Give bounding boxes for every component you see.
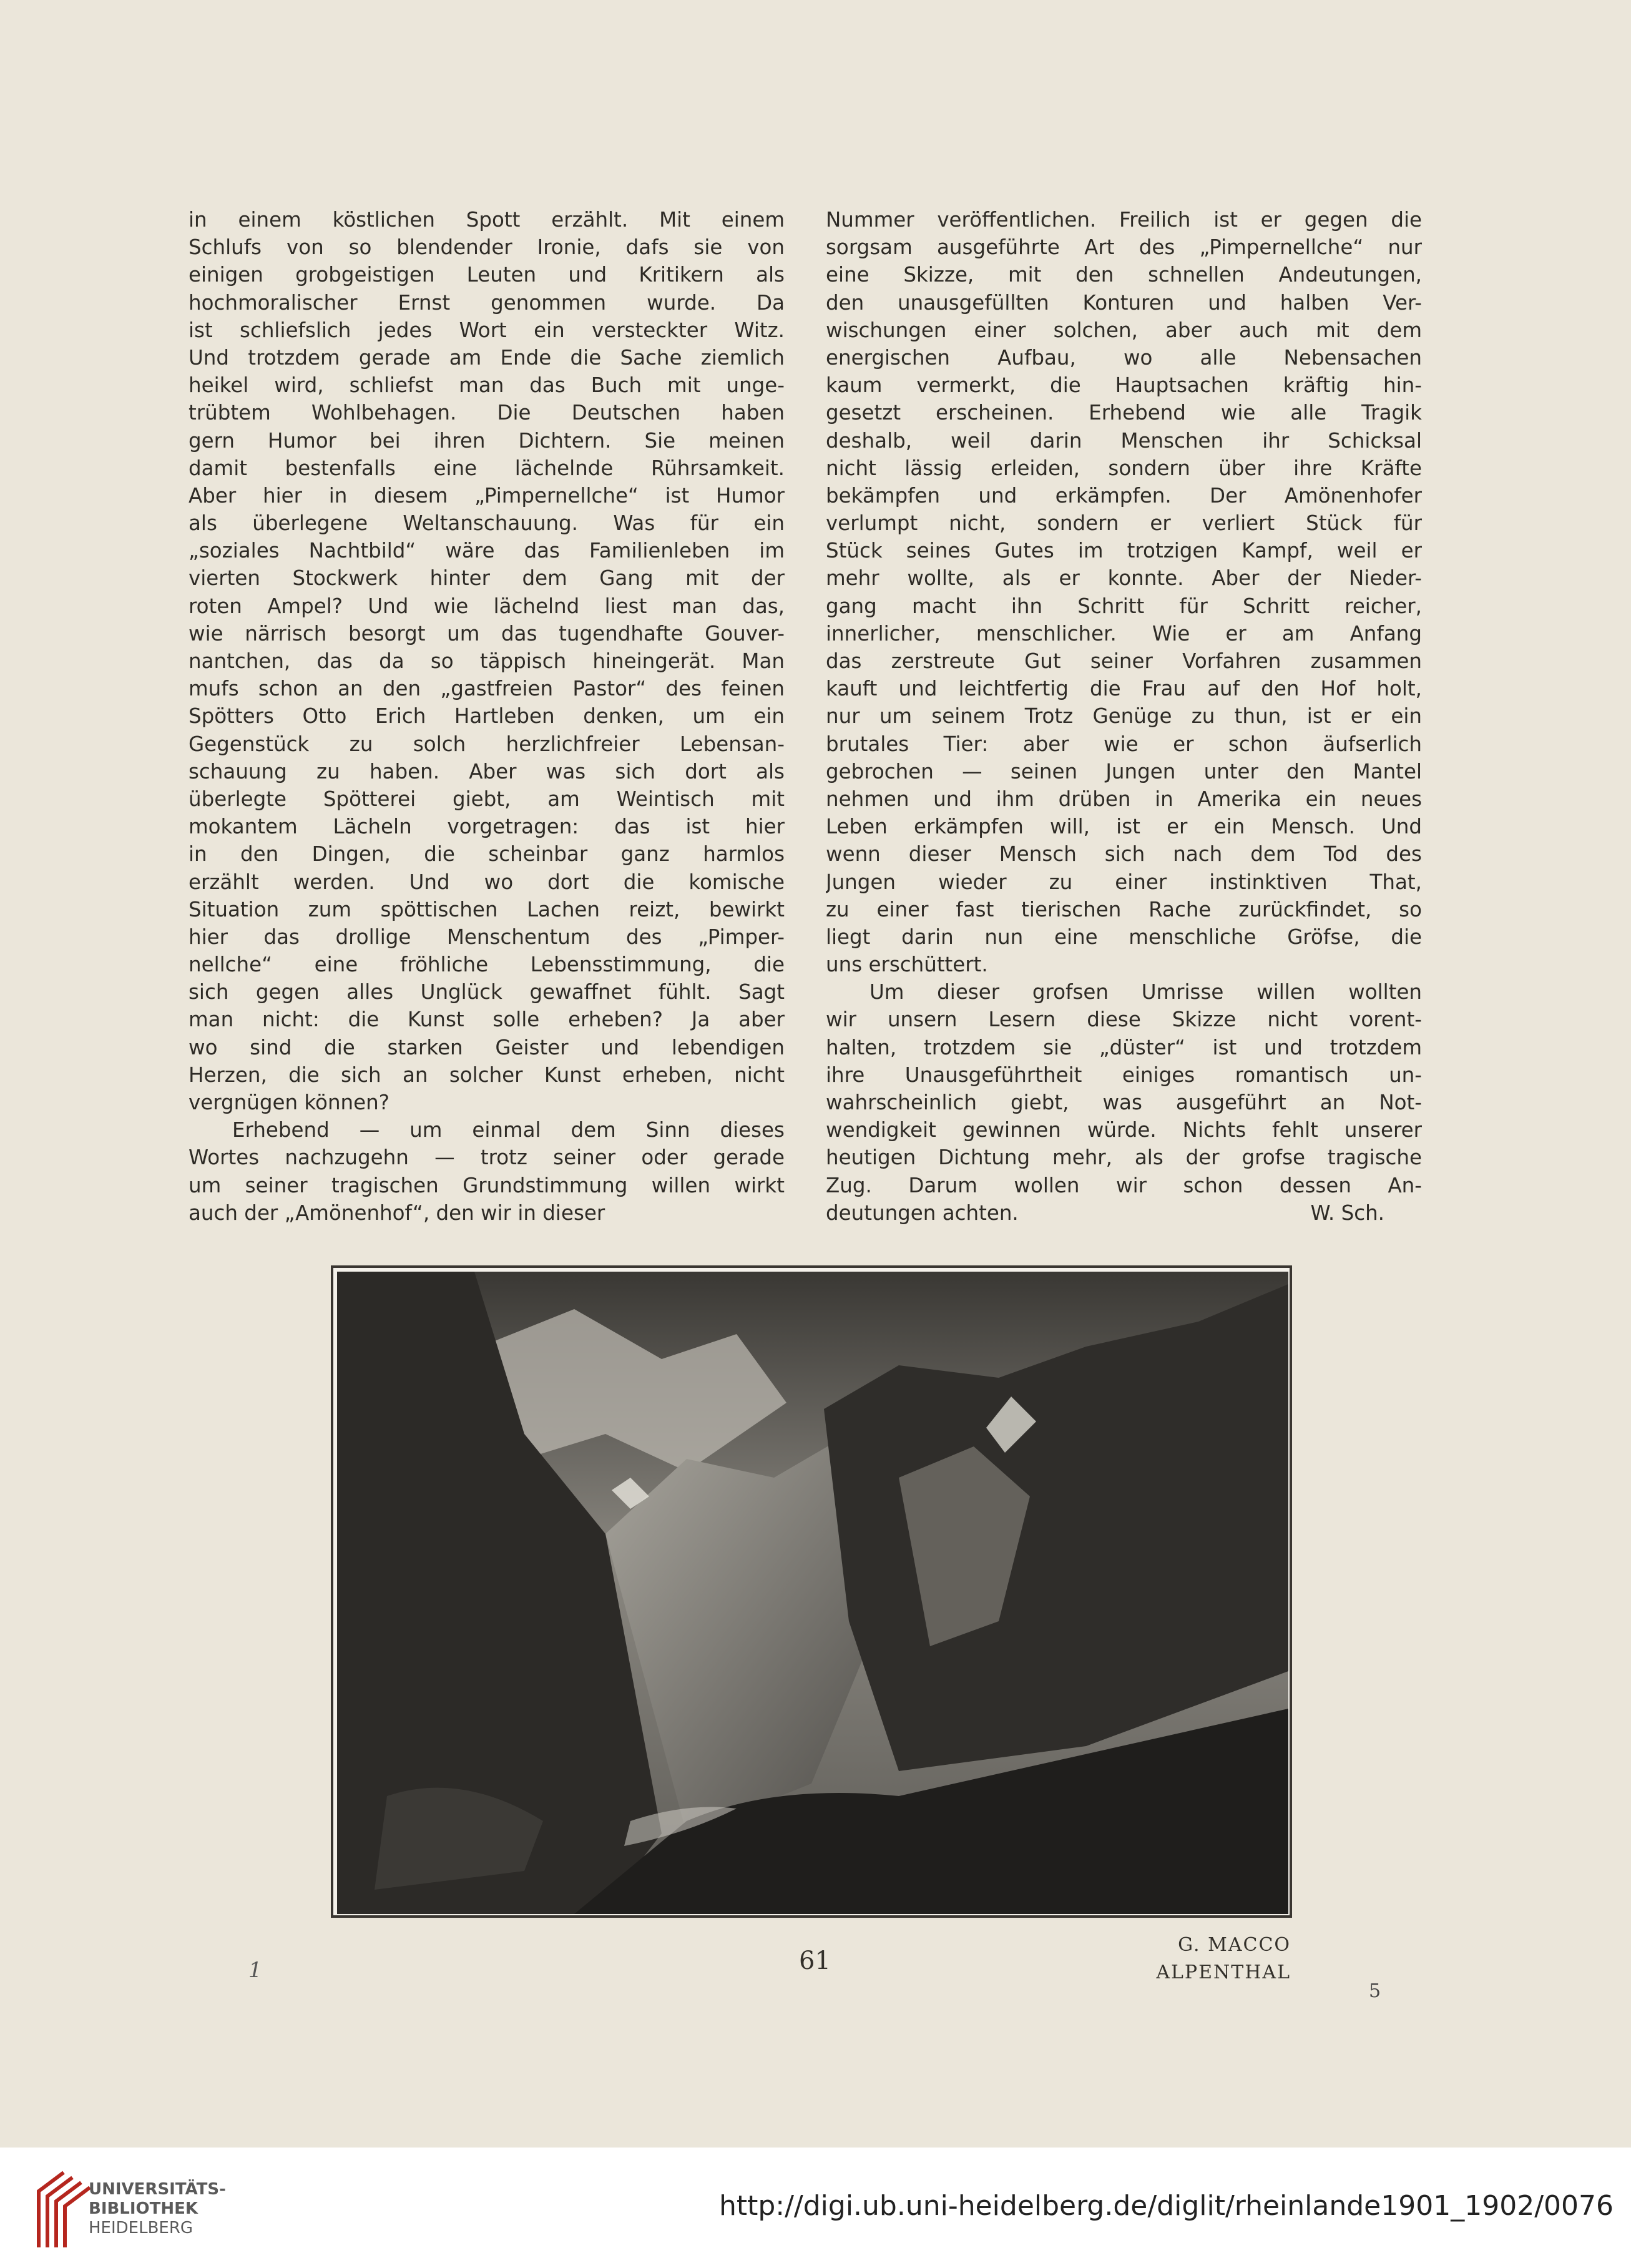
text-line: erzählt werden. Und wo dort die komische: [189, 870, 785, 894]
text-line: um seiner tragischen Grundstimmung willen wirkt: [189, 1173, 785, 1197]
text-line: hier das drollige Menschentum des „Pimper-: [189, 925, 785, 949]
text-line: mokantem Lächeln vorgetragen: das ist hier: [189, 815, 785, 839]
text-line: das zerstreute Gut seiner Vorfahren zusammen: [826, 649, 1422, 673]
text-line: „soziales Nachtbild“ wäre das Familienleben im: [189, 539, 785, 563]
text-line: Leben erkämpfen will, ist er ein Mensch. Und: [826, 815, 1422, 839]
text-line: gebrochen — seinen Jungen unter den Mantel: [826, 759, 1422, 783]
plate-artist: G. MACCO: [1178, 1934, 1291, 1956]
text-line: wendigkeit gewinnen würde. Nichts fehlt unserer: [826, 1118, 1422, 1142]
text-column-right: [826, 206, 1422, 1227]
text-line: energischen Aufbau, wo alle Nebensachen: [826, 345, 1422, 370]
text-line: heikel wird, schliefst man das Buch mit unge-: [189, 373, 785, 398]
text-line: eine Skizze, mit den schnellen Andeutungen,: [826, 263, 1422, 287]
text-line: vergnügen können?: [189, 1091, 389, 1114]
text-line: nehmen und ihm drüben in Amerika ein neues: [826, 787, 1422, 811]
text-line: kauft und leichtfertig die Frau auf den Hof holt,: [826, 677, 1422, 701]
text-line: zu einer fast tierischen Rache zurückfindet, so: [826, 897, 1422, 921]
text-line: ihre Unausgeführtheit einiges romantisch un-: [826, 1063, 1422, 1087]
text-line: halten, trotzdem sie „düster“ ist und trotzdem: [826, 1035, 1422, 1059]
alpine-valley-painting: [337, 1272, 1288, 1914]
permalink-url[interactable]: http://digi.ub.uni-heidelberg.de/diglit/rheinlande1901_1902/0076: [718, 2190, 1614, 2222]
text-line: als überlegene Weltanschauung. Was für ein: [189, 511, 785, 536]
text-line: man nicht: die Kunst solle erheben? Ja aber: [189, 1008, 785, 1032]
text-line: Schlufs von so blendender Ironie, dafs sie von: [189, 235, 785, 260]
text-line: deshalb, weil darin Menschen ihr Schicksal: [826, 428, 1422, 453]
text-line: Zug. Darum wollen wir schon dessen An-: [826, 1173, 1422, 1197]
text-line: nur um seinem Trotz Genüge zu thun, ist er ein: [826, 704, 1422, 729]
printer-signature-left: 1: [248, 1958, 262, 1983]
text-line: Jungen wieder zu einer instinktiven That,: [826, 870, 1422, 894]
text-line: Aber hier in diesem „Pimpernellche“ ist Humor: [189, 483, 785, 508]
text-column-left: [189, 206, 785, 1227]
text-line: wischungen einer solchen, aber auch mit dem: [826, 318, 1422, 342]
library-footer: [0, 2148, 1631, 2268]
plate-title: ALPENTHAL: [1156, 1961, 1291, 1983]
text-line: Erhebend — um einmal dem Sinn dieses: [232, 1118, 785, 1142]
text-line: schauung zu haben. Aber was sich dort als: [189, 759, 785, 783]
text-line: mehr wollte, als er konnte. Aber der Nieder-: [826, 566, 1422, 591]
text-line: vierten Stockwerk hinter dem Gang mit der: [189, 566, 785, 591]
page-number: 61: [799, 1946, 831, 1975]
text-line: Und trotzdem gerade am Ende die Sache ziemlich: [189, 345, 785, 370]
text-line: Nummer veröffentlichen. Freilich ist er gegen die: [826, 208, 1422, 232]
text-line: sorgsam ausgeführte Art des „Pimpernellche“ nur: [826, 235, 1422, 260]
text-line: damit bestenfalls eine lächelnde Rührsamkeit.: [189, 456, 785, 480]
printer-signature-right: 5: [1369, 1980, 1381, 2002]
text-line: gang macht ihn Schritt für Schritt reicher,: [826, 594, 1422, 618]
text-line: innerlicher, menschlicher. Wie er am Anfang: [826, 621, 1422, 646]
text-line: uns erschüttert.: [826, 953, 988, 977]
text-line: Stück seines Gutes im trotzigen Kampf, weil er: [826, 539, 1422, 563]
text-line: Gegenstück zu solch herzlichfreier Lebensan-: [189, 732, 785, 756]
text-line: bekämpfen und erkämpfen. Der Amönenhofer: [826, 483, 1422, 508]
text-line: den unausgefüllten Konturen und halben Ver-: [826, 290, 1422, 315]
text-line: auch der „Amönenhof“, den wir in dieser: [189, 1200, 605, 1225]
library-line-1: UNIVERSITÄTS-: [89, 2180, 226, 2199]
text-line: Herzen, die sich an solcher Kunst erheben, nicht: [189, 1063, 785, 1087]
text-line: ist schliefslich jedes Wort ein versteckter Witz.: [189, 318, 785, 342]
library-name: [89, 2180, 226, 2238]
library-line-2: BIBLIOTHEK: [89, 2199, 198, 2218]
text-line: brutales Tier: aber wie er schon äufserlich: [826, 732, 1422, 756]
text-line: heutigen Dichtung mehr, als der grofse tragische: [826, 1146, 1422, 1170]
text-line: trübtem Wohlbehagen. Die Deutschen haben: [189, 401, 785, 425]
text-line: nellche“ eine fröhliche Lebensstimmung, die: [189, 953, 785, 977]
text-line: Um dieser grofsen Umrisse willen wollten: [869, 980, 1422, 1004]
text-line: verlumpt nicht, sondern er verliert Stück für: [826, 511, 1422, 536]
text-line: Situation zum spöttischen Lachen reizt, bewirkt: [189, 897, 785, 921]
text-line: wo sind die starken Geister und lebendigen: [189, 1035, 785, 1059]
text-line: mufs schon an den „gastfreien Pastor“ des feinen: [189, 677, 785, 701]
text-line: liegt darin nun eine menschliche Gröfse, die: [826, 925, 1422, 949]
text-line: wir unsern Lesern diese Skizze nicht vorent-: [826, 1008, 1422, 1032]
text-line: einigen grobgeistigen Leuten und Kritikern als: [189, 263, 785, 287]
text-line: nicht lässig erleiden, sondern über ihre Kräfte: [826, 456, 1422, 480]
text-line: kaum vermerkt, die Hauptsachen kräftig hin-: [826, 373, 1422, 398]
text-line: gesetzt erscheinen. Erhebend wie alle Tragik: [826, 401, 1422, 425]
text-line: überlegte Spötterei giebt, am Weintisch mit: [189, 787, 785, 811]
text-line: in einem köstlichen Spott erzählt. Mit einem: [189, 208, 785, 232]
text-line: nantchen, das da so täppisch hineingerät. Man: [189, 649, 785, 673]
library-line-3: HEIDELBERG: [89, 2219, 193, 2237]
text-line: wenn dieser Mensch sich nach dem Tod des: [826, 842, 1422, 866]
text-line: gern Humor bei ihren Dichtern. Sie meinen: [189, 428, 785, 453]
text-line: Wortes nachzugehn — trotz seiner oder gerade: [189, 1146, 785, 1170]
text-line: in den Dingen, die scheinbar ganz harmlos: [189, 842, 785, 866]
text-line: deutungen achten.: [826, 1200, 1019, 1225]
text-line: roten Ampel? Und wie lächelnd liest man das,: [189, 594, 785, 618]
text-line: sich gegen alles Unglück gewaffnet fühlt. Sagt: [189, 980, 785, 1004]
text-line: Spötters Otto Erich Hartleben denken, um ein: [189, 704, 785, 729]
painting-plate: [331, 1265, 1292, 1918]
text-line: W. Sch.: [1310, 1200, 1384, 1225]
text-line: wie närrisch besorgt um das tugendhafte Gouver-: [189, 621, 785, 646]
text-line: wahrscheinlich giebt, was ausgeführt an Not-: [826, 1091, 1422, 1114]
text-line: hochmoralischer Ernst genommen wurde. Da: [189, 290, 785, 315]
